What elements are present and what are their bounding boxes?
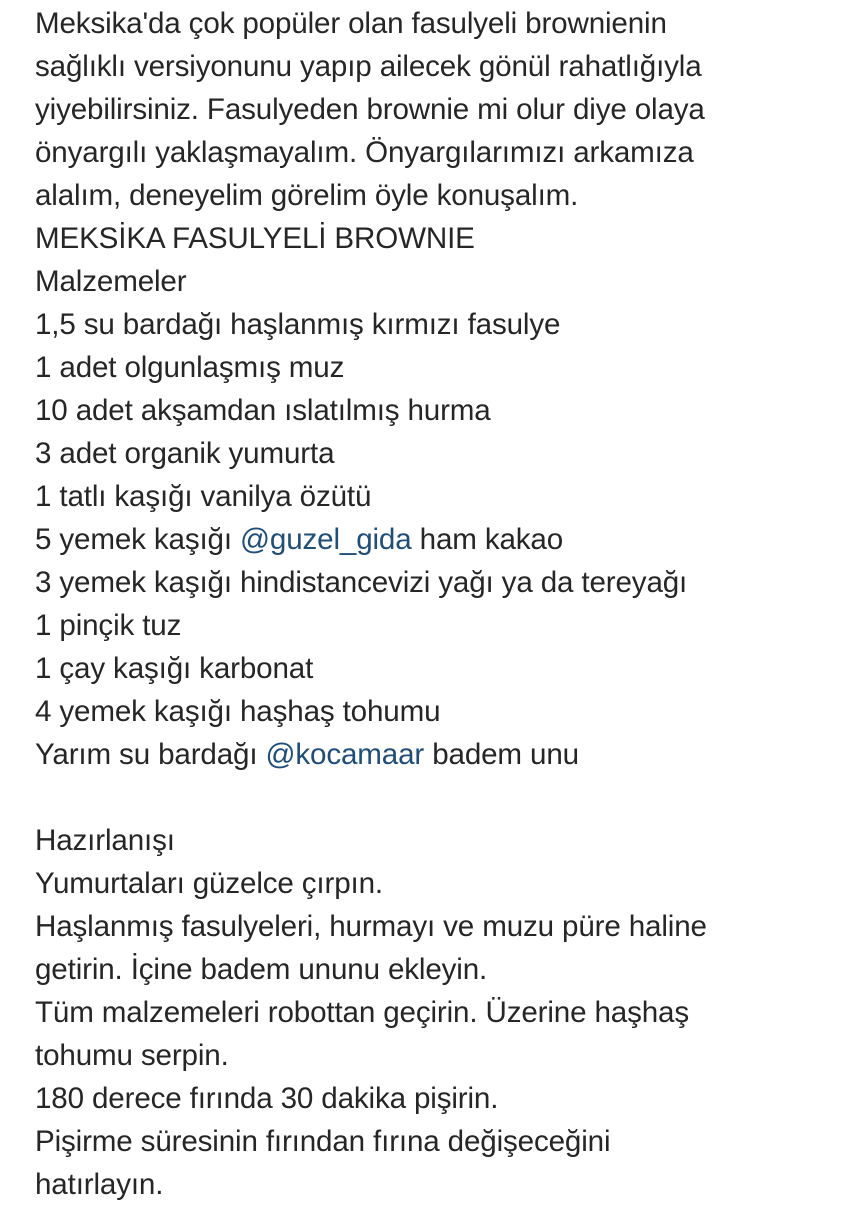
preparation-line: Haşlanmış fasulyeleri, hurmayı ve muzu püre haline [35,910,707,943]
post-caption [35,0,835,1206]
preparation-heading: Hazırlanışı [35,824,175,857]
intro-line: alalım, deneyelim görelim öyle konuşalım. [35,179,579,212]
ingredient-item: 1 adet olgunlaşmış muz [35,351,345,384]
ingredient-item [35,733,835,776]
ingredient-item: 1 tatlı kaşığı vanilya özütü [35,480,372,513]
ingredients-heading: Malzemeler [35,265,187,298]
intro-line: önyargılı yaklaşmayalım. Önyargılarımızı arkamıza [35,136,694,169]
ingredient-item: 3 yemek kaşığı hindistancevizi yağı ya da tereyağı [35,566,688,599]
preparation-line: Yumurtaları güzelce çırpın. [35,867,383,900]
preparation-steps [35,862,835,1206]
intro-line: yiyebilirsiniz. Fasulyeden brownie mi olur diye olaya [35,93,705,126]
mention-link-guzel-gida[interactable]: @guzel_gida [240,523,412,556]
ingredient-text: 5 yemek kaşığı [35,523,240,556]
ingredient-item: 3 adet organik yumurta [35,437,335,470]
ingredient-item: 1,5 su bardağı haşlanmış kırmızı fasulye [35,308,561,341]
ingredient-text: ham kakao [411,523,564,556]
intro-line: sağlıklı versiyonunu yapıp ailecek gönül rahatlığıyla [35,50,702,83]
ingredients-list [35,303,835,776]
ingredient-text: Yarım su bardağı [35,738,266,771]
intro-line: Meksika'da çok popüler olan fasulyeli brownienin [35,7,667,40]
intro-text [35,2,835,217]
recipe-title: MEKSİKA FASULYELİ BROWNIE [35,222,475,255]
preparation-line: getirin. İçine badem ununu ekleyin. [35,953,488,986]
preparation-line: tohumu serpin. [35,1039,229,1072]
ingredient-item: 4 yemek kaşığı haşhaş tohumu [35,695,441,728]
preparation-line: Tüm malzemeleri robottan geçirin. Üzerine haşhaş [35,996,690,1029]
preparation-line: hatırlayın. [35,1168,164,1201]
preparation-line: 180 derece fırında 30 dakika pişirin. [35,1082,499,1115]
ingredient-item: 10 adet akşamdan ıslatılmış hurma [35,394,491,427]
ingredient-item: 1 pinçik tuz [35,609,182,642]
ingredient-text: badem unu [424,738,579,771]
preparation-line: Pişirme süresinin fırından fırına değişeceğini [35,1125,611,1158]
blank-line [35,776,835,819]
mention-link-kocamaar[interactable]: @kocamaar [265,738,425,771]
ingredient-item [35,518,835,561]
ingredient-item: 1 çay kaşığı karbonat [35,652,314,685]
